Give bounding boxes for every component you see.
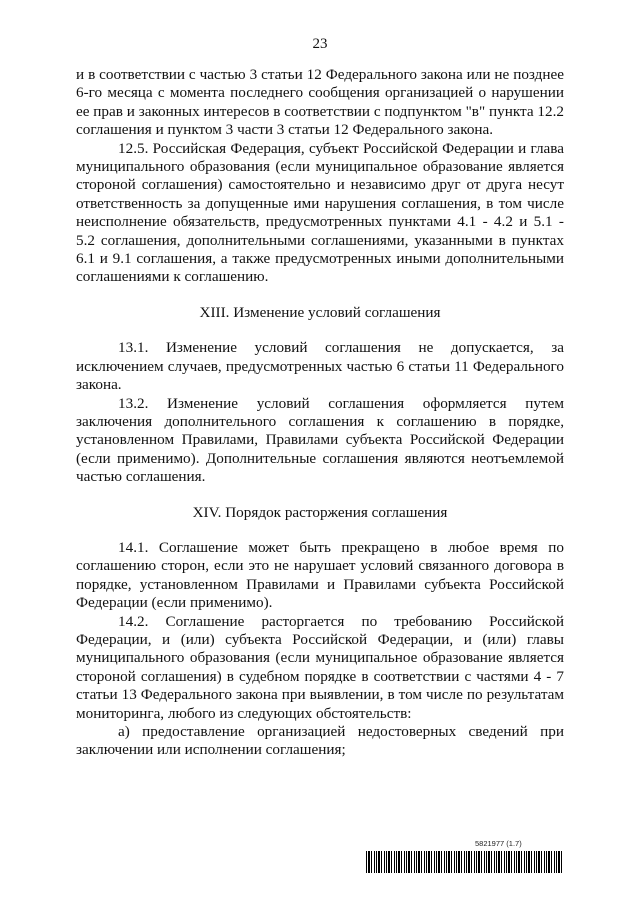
barcode-icon	[366, 851, 562, 873]
paragraph-13-1: 13.1. Изменение условий соглашения не допускается, за исключением случаев, предусмотренных частью 6 статьи 11 Федерального закона.	[76, 339, 564, 394]
paragraph-14-1: 14.1. Соглашение может быть прекращено в любое время по соглашению сторон, если это не нарушает условий связанного договора в порядке, установленном Правилами и Правилами субъекта Российской Федерации (если применимо).	[76, 538, 564, 612]
document-body	[76, 66, 564, 760]
paragraph-14-2-a: а) предоставление организацией недостоверных сведений при заключении или исполнении соглашения;	[76, 723, 564, 759]
section-heading-13: XIII. Изменение условий соглашения	[199, 303, 441, 321]
paragraph-continuation: и в соответствии с частью 3 статьи 12 Федерального закона или не позднее 6-го месяца с момента последнего сообщения организацией о нарушении ее прав и законных интересов в соответствии с подпунктом "в" пункта 12.2 соглашения и пунктом 3 части 3 статьи 12 Федерального закона.	[76, 66, 564, 139]
section-heading-14: XIV. Порядок расторжения соглашения	[192, 503, 448, 521]
paragraph-13-2: 13.2. Изменение условий соглашения оформляется путем заключения дополнительного соглашения к соглашению в порядке, установленном Правилами, Правилами субъекта Российской Федерации (если применимо). Дополнительные соглашения являются неотъемлемой частью соглашения.	[76, 394, 564, 486]
document-code: 5821977 (1.7)	[475, 839, 522, 848]
paragraph-12-5: 12.5. Российская Федерация, субъект Российской Федерации и глава муниципального образования (если муниципальное образование является стороной соглашения) самостоятельно и независимо друг от друга несут ответственность за допущенные ими нарушения соглашения, в том числе неисполнение обязательств, предусмотренных пунктами 4.1 - 4.2 и 5.1 - 5.2 соглашения, дополнительными соглашениями, указанными в пунктах 6.1 и 9.1 соглашения, а также предусмотренных иными дополнительными соглашениями к соглашению.	[76, 139, 564, 286]
paragraph-14-2: 14.2. Соглашение расторгается по требованию Российской Федерации, и (или) субъекта Российской Федерации, и (или) главы муниципального образования (если муниципальное образование является стороной соглашения) в судебном порядке в соответствии с частями 4 - 7 статьи 13 Федерального закона при выявлении, в том числе по результатам мониторинга, любого из следующих обстоятельств:	[76, 612, 564, 722]
page-number: 23	[312, 36, 328, 52]
